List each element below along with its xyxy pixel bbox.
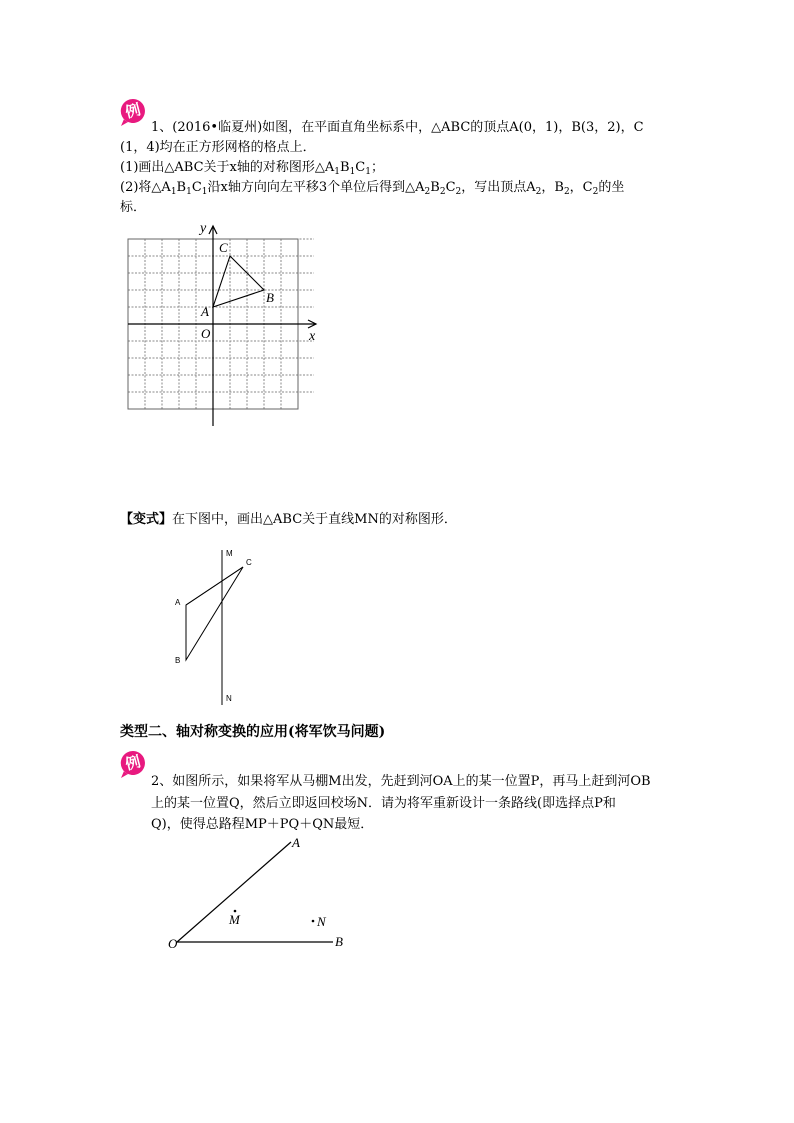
- q1-line4-mid: 沿x轴方向向左平移3个单位后得到△A: [207, 180, 425, 195]
- sub-c2: 2: [455, 187, 462, 197]
- label-n-2: N: [317, 914, 326, 929]
- sub-a2: 2: [424, 187, 431, 197]
- q1-line4-sep2: ，C: [569, 180, 593, 195]
- q1-line4-b2: B: [430, 180, 440, 195]
- label-a: A: [201, 304, 209, 319]
- variant-text: 在下图中，画出△ABC关于直线MN的对称图形．: [172, 512, 457, 527]
- q1-line4-c: C: [191, 180, 202, 195]
- q1-line4-c2: C: [445, 180, 456, 195]
- label-o-2: O: [168, 936, 178, 951]
- q1-line3-pre: (1)画出△ABC关于x轴的对称图形△A: [120, 160, 335, 175]
- q1-line4-pre: (2)将△A: [120, 180, 171, 195]
- triangle-abc: [213, 256, 264, 307]
- example-badge-2: [120, 750, 150, 780]
- q1-line3-b: B: [340, 160, 350, 175]
- label-b: B: [266, 290, 274, 305]
- q1-line1: 1、(2016•临夏州)如图，在平面直角坐标系中，△ABC的顶点A(0，1)，B(3，2)，C: [151, 120, 644, 135]
- q1-line4: [120, 178, 624, 198]
- q2-line1: 2、如图所示，如果将军从马棚M出发，先赶到河OA上的某一位置P，再马上赶到河OB: [151, 774, 651, 789]
- q1-line3-post: ；: [370, 160, 384, 175]
- point-n: [312, 920, 315, 923]
- label-o: O: [201, 326, 211, 341]
- label-b-2: B: [335, 934, 343, 949]
- edge-ac: [186, 567, 243, 605]
- sub-b1-2: 1: [186, 187, 192, 197]
- ray-oa: [177, 842, 291, 942]
- sub-b2-2: 2: [563, 187, 570, 197]
- sub-c2-2: 2: [592, 187, 599, 197]
- q1-line3: [120, 158, 384, 178]
- example-badge-1: [120, 98, 150, 128]
- label-m: M: [226, 549, 233, 558]
- sub-b2: 2: [439, 187, 446, 197]
- q1-line4-sep1: ，B: [541, 180, 564, 195]
- sub-c1-2: 1: [201, 187, 208, 197]
- sub-a1: 1: [334, 167, 340, 177]
- sub-a1-2: 1: [170, 187, 177, 197]
- label-n: N: [226, 694, 232, 703]
- label-a-variant: A: [175, 598, 181, 607]
- badge-label: 例: [123, 100, 143, 122]
- q2-figure: [165, 832, 355, 952]
- q1-line2: (1，4)均在正方形网格的格点上．: [120, 140, 316, 155]
- q1-grid-figure: [118, 218, 328, 430]
- variant-figure: [170, 545, 270, 710]
- q2-line2: 上的某一位置Q，然后立即返回校场N．请为将军重新设计一条路线(即选择点P和: [151, 796, 616, 811]
- label-c: C: [219, 240, 228, 255]
- q2-line3: Q)，使得总路程MP＋PQ＋QN最短．: [151, 817, 374, 832]
- label-c-variant: C: [246, 558, 252, 567]
- label-a-2: A: [292, 835, 300, 850]
- triangle-abc-variant: [186, 567, 243, 660]
- q1-line4-end: 的坐: [598, 180, 625, 195]
- q1-line3-c: C: [355, 160, 366, 175]
- sub-c1: 1: [365, 167, 371, 177]
- q1-line4-post: ，写出顶点A: [461, 180, 536, 195]
- sub-a2-2: 2: [535, 187, 542, 197]
- variant-line: [120, 510, 457, 530]
- type2-heading: 类型二、轴对称变换的应用(将军饮马问题): [120, 724, 386, 740]
- sub-b1: 1: [349, 167, 356, 177]
- q1-line5: 标．: [120, 200, 147, 215]
- q1-line4-b: B: [176, 180, 187, 195]
- label-b-variant: B: [175, 656, 181, 665]
- badge-label-2: 例: [123, 752, 143, 774]
- variant-bracket: 【变式】: [120, 512, 173, 527]
- label-m-2: M: [229, 912, 240, 927]
- label-y: y: [200, 221, 207, 236]
- label-x: x: [309, 329, 316, 344]
